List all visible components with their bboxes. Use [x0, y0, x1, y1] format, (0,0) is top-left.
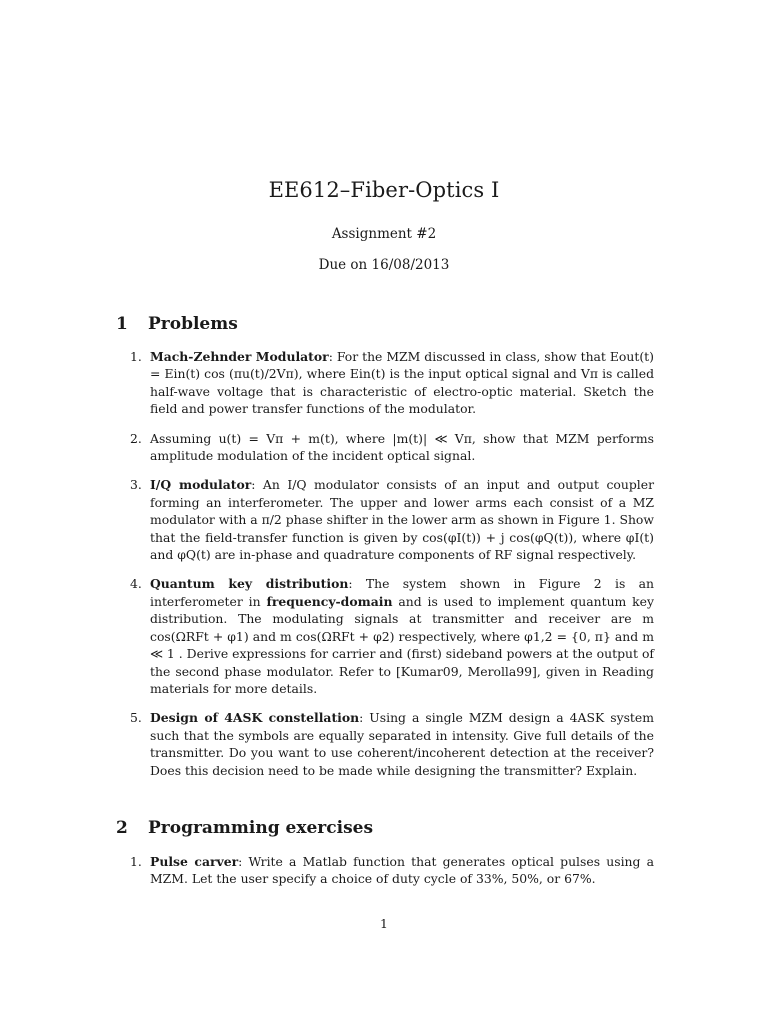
- item-text: Assuming u(t) = Vπ + m(t), where |m(t)| ≪ Vπ, show that MZM performs amplitude modulation of the incident optical signal.: [150, 430, 654, 464]
- section-heading-programming: [116, 818, 373, 838]
- list-item: [130, 348, 654, 418]
- assignment-label: Assignment #2: [331, 226, 437, 242]
- item-text: : Write a Matlab function that generates optical pulses using a MZM. Let the user specify a choice of duty cycle of 33%, 50%, or 67%.: [150, 854, 655, 887]
- section-number: 2: [116, 818, 128, 838]
- problems-list: [130, 348, 654, 791]
- item-text: : An I/Q modulator consists of an input and output coupler forming an interferometer. The upper and lower arms each consist of a MZ modulator with a π/2 phase shifter in the lower arm as shown in Figure 1. Show that the field-transfer function is given by cos(φI(t)) + j cos(φQ(t)), where φI(t) and φQ(t) are in-phase and quadrature components of RF signal respectively.: [150, 477, 654, 563]
- item-heading: Pulse carver: [150, 854, 239, 869]
- list-item: [130, 430, 654, 465]
- section-title: Problems: [148, 314, 238, 334]
- page-number: 1: [380, 916, 388, 931]
- item-heading: Design of 4ASK constellation: [150, 710, 360, 726]
- list-item: [130, 853, 654, 888]
- list-item: [130, 476, 654, 563]
- item-heading: I/Q modulator: [150, 477, 252, 493]
- section-title: Programming exercises: [148, 818, 374, 838]
- item-number: 4.: [130, 576, 142, 592]
- item-text: : For the MZM discussed in class, show that Eout(t) = Ein(t) cos (πu(t)/2Vπ), where Ein(t) is the input optical signal and Vπ is called half-wave voltage that is characteristic of electro-optic material. Sketch the field and power transfer functions of the modulator.: [150, 349, 654, 417]
- item-number: 1.: [130, 349, 142, 364]
- section-heading-problems: [116, 314, 238, 334]
- item-text: : Using a single MZM design a 4ASK system such that the symbols are equally separated in intensity. Give full details of the transmitter. Do you want to use coherent/incoherent detection at the receiver? Does this decision need to be made while designing the transmitter? Explain.: [150, 710, 654, 778]
- item-text: : The system shown in Figure 2 is an interferometer in: [150, 576, 654, 609]
- item-emphasis: frequency-domain: [266, 593, 393, 609]
- list-item: [130, 575, 654, 697]
- item-text-continued: and is used to implement quantum key distribution. The modulating signals at transmitter and receiver are m cos(ΩRFt + φ1) and m cos(ΩRFt + φ2) respectively, where φ1,2 = {0, π} and m ≪ 1 . Derive expressions for carrier and (first) sideband powers at the output of the second phase modulator. Refer to [Kumar09, Merolla99], given in Reading materials for more details.: [150, 593, 655, 696]
- list-item: [130, 709, 654, 779]
- section-number: 1: [116, 314, 128, 334]
- item-number: 2.: [130, 430, 142, 446]
- item-number: 3.: [130, 477, 142, 493]
- item-number: 1.: [130, 854, 142, 869]
- due-date: Due on 16/08/2013: [318, 257, 450, 273]
- item-heading: Mach-Zehnder Modulator: [150, 349, 329, 364]
- exercises-list: [130, 853, 654, 900]
- item-number: 5.: [130, 710, 142, 726]
- item-heading: Quantum key distribution: [150, 576, 349, 592]
- document-title: EE612–Fiber-Optics I: [268, 178, 500, 202]
